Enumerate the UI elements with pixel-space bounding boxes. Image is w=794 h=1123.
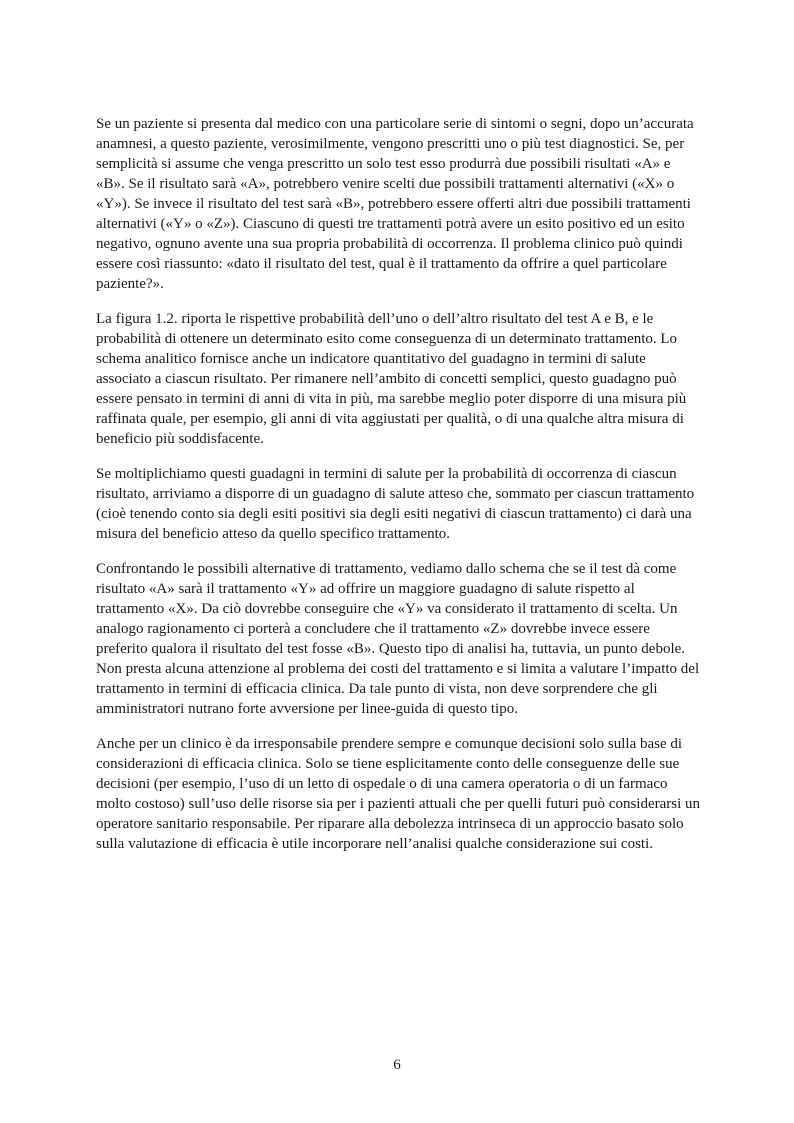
paragraph-3: Se moltiplichiamo questi guadagni in termini di salute per la probabilità di occorrenza di ciascun risultato, arriviamo a disporre di un guadagno di salute atteso che, sommato per ciascun trattamento (cioè tenendo conto sia degli esiti positivi sia degli esiti negativi di ciascun trattamento) ci darà una misura del beneficio atteso da quello specifico trattamento. <box>96 466 695 542</box>
paragraph-4: Confrontando le possibili alternative di trattamento, vediamo dallo schema che se il test dà come risultato «A» sarà il trattamento «Y» ad offrire un maggiore guadagno di salute rispetto al trattamento «X». Da ciò dovrebbe conseguire che «Y» va considerato il trattamento di scelta. Un analogo ragionamento ci porterà a concludere che il trattamento «Z» dovrebbe invece essere preferito qualora il risultato del test fosse «B». Questo tipo di analisi ha, tuttavia, un punto debole. Non presta alcuna attenzione al problema dei costi del trattamento e si limita a valutare l’impatto del trattamento in termini di efficacia clinica. Da tale punto di vista, non deve sorprendere che gli amministratori nutrano forte avversione per linee-guida di questo tipo. <box>96 561 700 717</box>
paragraph-5: Anche per un clinico è da irresponsabile prendere sempre e comunque decisioni solo sulla base di considerazioni di efficacia clinica. Solo se tiene esplicitamente conto delle conseguenze delle sue decisioni (per esempio, l’uso di un letto di ospedale o di una camera operatoria o di un farmaco molto costoso) sull’uso delle risorse sia per i pazienti attuali che per quelli futuri può considerarsi un operatore sanitario responsabile. Per riparare alla debolezza intrinseca di un approccio basato solo sulla valutazione di efficacia è utile incorporare nell’analisi qualche considerazione sui costi. <box>96 736 701 852</box>
page-number: 6 <box>393 1057 401 1073</box>
paragraph-1: Se un paziente si presenta dal medico con una particolare serie di sintomi o segni, dopo un’accurata anamnesi, a questo paziente, verosimilmente, vengono prescritti uno o più test diagnostici. Se, per semplicità si assume che venga prescritto un solo test esso produrrà due possibili risultati «A» e «B». Se il risultato sarà «A», potrebbero venire scelti due possibili trattamenti alternativi («X» o «Y»). Se invece il risultato del test sarà «B», potrebbero essere offerti altri due possibili trattamenti alternativi («Y» o «Z»). Ciascuno di questi tre trattamenti potrà avere un esito positivo ed un esito negativo, ognuno avente una sua propria probabilità di occorrenza. Il problema clinico può quindi essere così riassunto: «dato il risultato del test, qual è il trattamento da offrire a quel particolare paziente?». <box>96 116 694 292</box>
body-text <box>96 114 700 869</box>
paragraph-2: La figura 1.2. riporta le rispettive probabilità dell’uno o dell’altro risultato del test A e B, e le probabilità di ottenere un determinato esito come conseguenza di un determinato trattamento. Lo schema analitico fornisce anche un indicatore quantitativo del guadagno in termini di salute associato a ciascun risultato. Per rimanere nell’ambito di concetti semplici, questo guadagno può essere pensato in termini di anni di vita in più, ma sarebbe meglio poter disporre di una misura più raffinata quale, per esempio, gli anni di vita aggiustati per qualità, o di una qualche altra misura di beneficio più soddisfacente. <box>96 311 687 447</box>
